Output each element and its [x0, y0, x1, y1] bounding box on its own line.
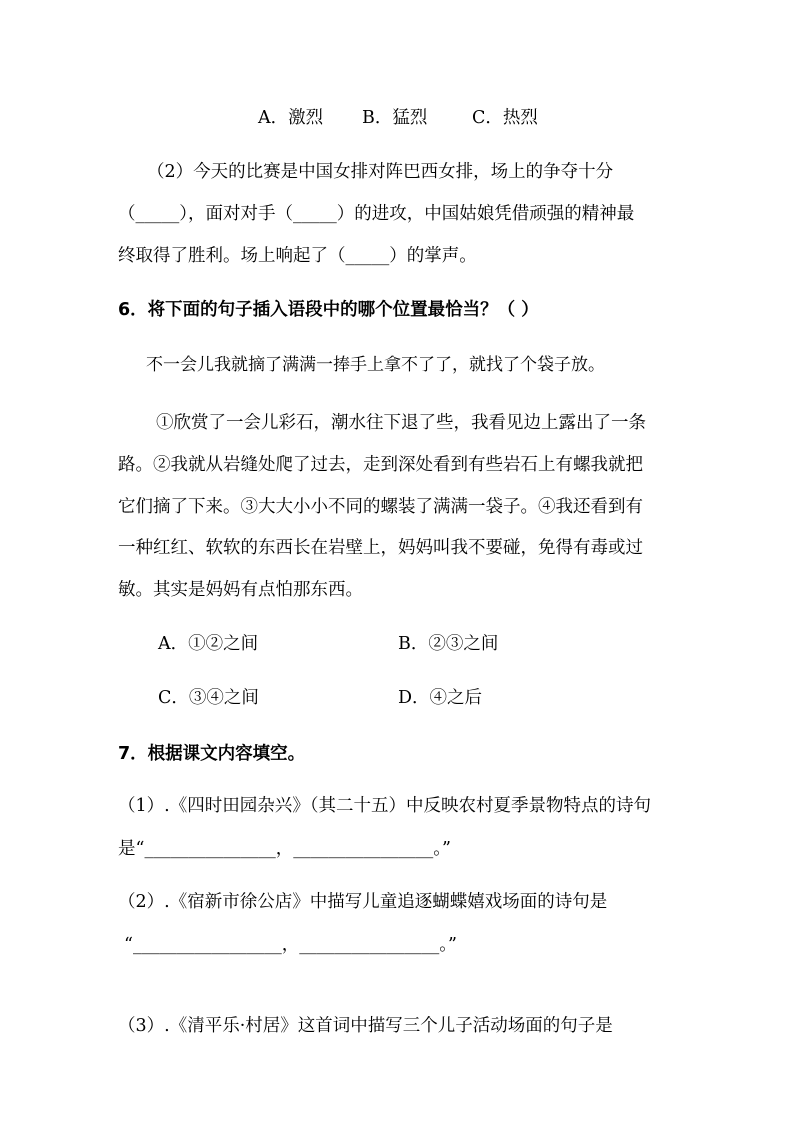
q5-paragraph-line: 终取得了胜利。场上响起了（_____）的掌声。 [118, 246, 477, 266]
q6-passage-line: 路。②我就从岩缝处爬了过去，走到深处看到有些岩石上有螺我就把 [118, 455, 643, 475]
q7-item-line: “_________________，________________。” [124, 935, 457, 955]
q7-item-line: （3）.《清平乐·村居》这首词中描写三个儿子活动场面的句子是 [118, 1016, 613, 1036]
q6-title: 6．将下面的句子插入语段中的哪个位置最恰当？（ ） [118, 300, 539, 320]
q7-item-line: 是“_______________，________________。” [118, 839, 451, 859]
q6-option-a: A．①②之间 [158, 634, 259, 654]
q6-insert-sentence: 不一会儿我就摘了满满一捧手上拿不了了，就找了个袋子放。 [146, 355, 605, 375]
q7-item-line: （2）.《宿新市徐公店》中描写儿童追逐蝴蝶嬉戏场面的诗句是 [118, 892, 608, 912]
q6-option-b: B．②③之间 [398, 634, 499, 654]
q6-passage-line: 它们摘了下来。③大大小小不同的螺装了满满一袋子。④我还看到有 [118, 497, 643, 517]
q7-item-line: （1）.《四时田园杂兴》（其二十五）中反映农村夏季景物特点的诗句 [118, 796, 651, 816]
q5-option-b: B．猛烈 [362, 108, 428, 128]
q5-paragraph-line: （2）今天的比赛是中国女排对阵巴西女排，场上的争夺十分 [147, 162, 614, 182]
q5-paragraph-line: （_____），面对对手（_____）的进攻，中国姑娘凭借顽强的精神最 [118, 204, 635, 224]
q5-option-a: A．激烈 [258, 108, 324, 128]
q7-title: 7．根据课文内容填空。 [118, 744, 306, 764]
q6-passage-line: 一种红红、软软的东西长在岩壁上，妈妈叫我不要碰，免得有毒或过 [118, 538, 643, 558]
q6-passage-line: 敏。其实是妈妈有点怕那东西。 [118, 580, 363, 600]
q6-option-c: C．③④之间 [158, 688, 259, 708]
q6-passage-line: ①欣赏了一会儿彩石，潮水往下退了些，我看见边上露出了一条 [156, 413, 646, 433]
q5-option-c: C．热烈 [472, 108, 538, 128]
q6-option-d: D．④之后 [398, 688, 483, 708]
